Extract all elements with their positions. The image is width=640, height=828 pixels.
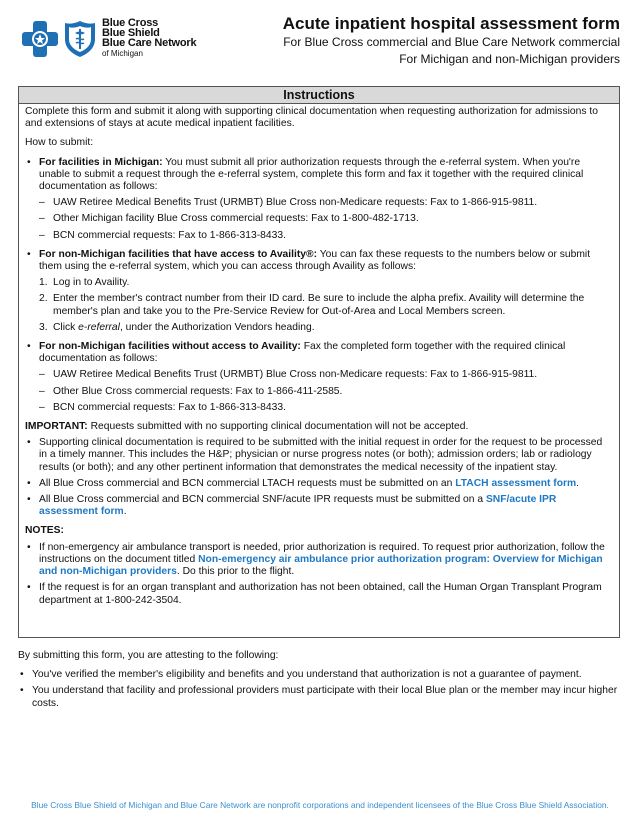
instructions-body [19, 104, 619, 607]
bullet: • [27, 248, 31, 260]
step-number: 2. [39, 293, 48, 305]
list-item [25, 369, 613, 381]
bullet: • [27, 582, 31, 594]
michigan-fax-urmbt: UAW Retiree Medical Benefits Trust (URMBT) Blue Cross non-Medicare requests: Fax to 1-866-915-9811. [53, 197, 538, 209]
logo-line-3: Blue Care Network [102, 37, 197, 49]
availity-text: You can fax these requests to the numbers below or submit them using the e-referral system, which you can access through Availity as follows: [39, 248, 591, 273]
notes-label: NOTES: [25, 525, 64, 537]
availity-step-3-a: Click [53, 321, 79, 333]
instructions-heading: Instructions [19, 87, 619, 104]
form-subtitle-2: For Michigan and non-Michigan providers [399, 52, 620, 66]
bullet: • [27, 341, 31, 353]
non-michigan-no-availity-section [25, 341, 613, 365]
snf-ipr-form-link[interactable]: SNF/acute IPR assessment form [39, 494, 557, 518]
title-block [283, 14, 620, 68]
ltach-text: All Blue Cross commercial and BCN commercial LTACH requests must be submitted on an [39, 477, 456, 489]
instructions-box [18, 86, 620, 638]
bullet: • [27, 541, 31, 553]
ltach-form-link[interactable]: LTACH assessment form [455, 477, 577, 489]
no-availity-text: Fax the completed form together with the required clinical documentation as follows: [39, 341, 566, 365]
availity-heading: For non-Michigan facilities that have access to Availity®: [39, 248, 318, 260]
attestation-section [18, 650, 622, 710]
list-item [25, 582, 613, 606]
footer-disclaimer: Blue Cross Blue Shield of Michigan and Blue Care Network are nonprofit corporations and independent licensees of the Blue Cross Blue Shield Association. [31, 800, 609, 810]
list-item [25, 213, 613, 225]
bcbsm-logo [20, 18, 196, 59]
page-header [0, 0, 640, 84]
step-number: 1. [39, 277, 48, 289]
how-to-submit: How to submit: [25, 137, 94, 149]
ltach-text-end: . [576, 477, 580, 489]
attestation-intro: By submitting this form, you are attesting to the following: [18, 650, 279, 661]
michigan-section [25, 157, 613, 194]
important-text: Requests submitted with no supporting clinical documentation will not be accepted. [87, 421, 469, 433]
no-availity-fax-urmbt: UAW Retiree Medical Benefits Trust (URMBT) Blue Cross non-Medicare requests: Fax to 1-866-915-9811. [53, 369, 538, 381]
e-referral-term: e-referral [78, 321, 120, 333]
no-availity-heading: For non-Michigan facilities without access to Availity: [39, 341, 301, 353]
list-item [25, 322, 613, 334]
blue-cross-icon [20, 21, 60, 57]
logo-line-2: Blue Shield [102, 27, 160, 39]
dash: – [39, 385, 45, 397]
list-item [25, 478, 613, 490]
notes-heading [25, 525, 613, 537]
snf-text: All Blue Cross commercial and BCN commercial SNF/acute IPR requests must be submitted on a [39, 494, 486, 506]
availity-step-3-b: , under the Authorization Vendors heading. [119, 321, 315, 333]
dash: – [39, 197, 45, 209]
list-item [25, 402, 613, 414]
snf-text-end: . [123, 506, 127, 518]
list-item [25, 386, 613, 398]
blue-shield-icon [64, 20, 96, 58]
important-label: IMPORTANT: [25, 421, 88, 433]
bullet: • [27, 477, 31, 489]
non-michigan-availity-section [25, 249, 613, 273]
availity-step-2: Enter the member's contract number from their ID card. Be sure to include the alpha prefix. Availity will determine the member's plan and take you to the Pre-Service Review for Out-of-Area and Local Members screen. [53, 293, 585, 317]
michigan-fax-bcn: BCN commercial requests: Fax to 1-866-313-8433. [53, 229, 286, 241]
organ-transplant-text: If the request is for an organ transplant and authorization has not been obtained, call the Human Organ Transplant Program department at 1-800-242-3504. [39, 582, 602, 606]
list-item [25, 542, 613, 579]
important-note [25, 421, 613, 433]
list-item [25, 277, 613, 289]
bullet: • [27, 156, 31, 168]
michigan-fax-bcbs: Other Michigan facility Blue Cross commercial requests: Fax to 1-800-482-1713. [53, 213, 419, 225]
list-item [25, 293, 613, 317]
bullet: • [20, 669, 24, 681]
air-ambulance-text-end: . Do this prior to the flight. [176, 566, 295, 578]
logo-line-1: Blue Cross [102, 17, 159, 29]
dash: – [39, 229, 45, 241]
dash: – [39, 213, 45, 225]
bullet: • [27, 494, 31, 506]
attestation-eligibility: You've verified the member's eligibility and benefits and you understand that authorization is not a guarantee of payment. [32, 669, 582, 681]
michigan-heading: For facilities in Michigan: [39, 156, 163, 168]
bullet: • [20, 685, 24, 697]
list-item [25, 230, 613, 242]
michigan-text: You must submit all prior authorization requests through the e-referral system. When you're unable to submit a request through the e-referral system, complete this form and fax it together with the required clinical documentation as follows: [39, 156, 584, 193]
form-title: Acute inpatient hospital assessment form [282, 14, 620, 33]
list-item [25, 494, 613, 518]
air-ambulance-link[interactable]: Non-emergency air ambulance prior authorization program: Overview for Michigan and non-Michigan providers [39, 553, 603, 578]
step-number: 3. [39, 321, 48, 333]
availity-step-1: Log in to Availity. [53, 277, 130, 289]
dash: – [39, 369, 45, 381]
list-item [18, 669, 622, 681]
list-item [25, 437, 613, 474]
list-item [18, 685, 622, 709]
logo-wordmark [102, 18, 196, 59]
clinical-docs-text: Supporting clinical documentation is required to be submitted with the initial request in order for the request to be processed in a timely manner. This includes the H&P; physician or nurse progress notes (or both); admission orders; lab or radiology results (or both); and any other pertinent information that demonstrates the medical necessity of the inpatient stay. [39, 437, 603, 473]
attestation-participation: You understand that facility and professional providers must participate with their local Blue plan or the member may incur higher costs. [32, 685, 618, 709]
no-availity-fax-bcbs: Other Blue Cross commercial requests: Fax to 1-866-411-2585. [53, 385, 343, 397]
list-item [25, 197, 613, 209]
bullet: • [27, 437, 31, 449]
form-subtitle-1: For Blue Cross commercial and Blue Care Network commercial [283, 35, 620, 49]
logo-line-4: of Michigan [102, 49, 143, 58]
dash: – [39, 401, 45, 413]
air-ambulance-text: If non-emergency air ambulance transport is needed, prior authorization is required. To request prior authorization, follow the instructions on the document titled [39, 541, 605, 565]
no-availity-fax-bcn: BCN commercial requests: Fax to 1-866-313-8433. [53, 401, 286, 413]
intro-text: Complete this form and submit it along with supporting clinical documentation when requesting authorization for admissions to and extensions of stays at acute medical inpatient facilities. [25, 106, 598, 130]
